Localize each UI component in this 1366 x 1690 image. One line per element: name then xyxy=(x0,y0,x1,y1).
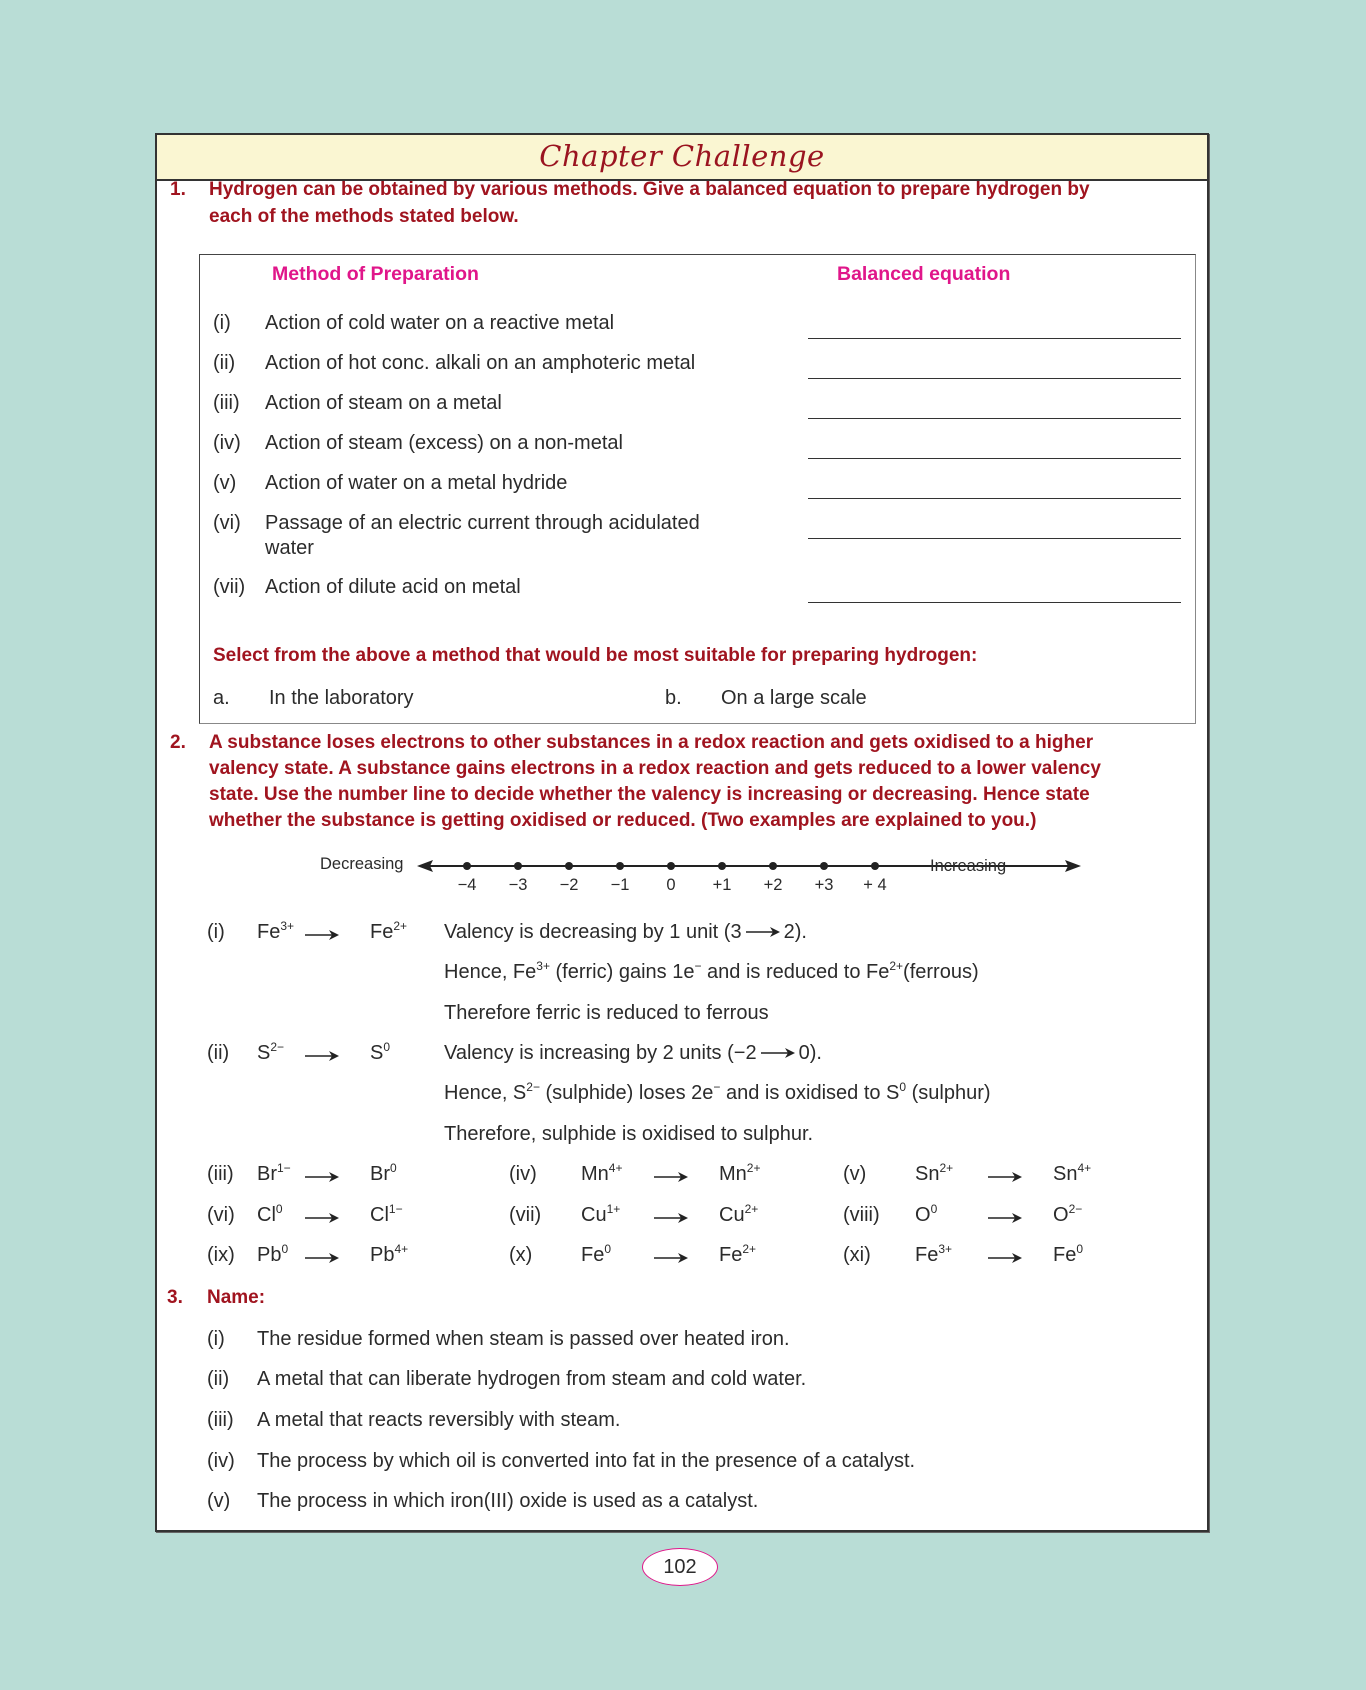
question-1-line-1: Hydrogen can be obtained by various methods. Give a balanced equation to prepare hydrogen by xyxy=(209,179,1090,200)
arrow-right-icon xyxy=(305,1171,339,1183)
arrow-right-icon xyxy=(988,1212,1022,1224)
exercise-from-species-symbol: Pb xyxy=(257,1244,282,1266)
number-line-tick-label: +2 xyxy=(763,876,783,894)
arrow-right-icon xyxy=(654,1212,688,1224)
number-line-tick-label: −4 xyxy=(457,876,477,894)
method-row-text: Action of steam on a metal xyxy=(265,392,502,414)
column-header-equation: Balanced equation xyxy=(837,263,1011,285)
arrow-right-icon xyxy=(761,1047,795,1059)
example-from-species xyxy=(257,921,294,944)
method-row-text: Passage of an electric current through acidulated xyxy=(265,512,700,534)
number-line-point xyxy=(616,862,624,870)
exercise-to-species-charge: 2+ xyxy=(742,1242,757,1256)
column-header-method: Method of Preparation xyxy=(272,263,479,285)
charge: 2− xyxy=(526,1080,540,1094)
exercise-from-species-charge: 0 xyxy=(281,1242,289,1256)
number-line-point xyxy=(718,862,726,870)
name-item-number: (v) xyxy=(207,1490,231,1512)
exercise-from-species-symbol: Fe xyxy=(915,1244,939,1266)
exercise-to-species-symbol: Mn xyxy=(719,1163,747,1185)
option-a-text: In the laboratory xyxy=(269,687,414,709)
explanation-text: Hence, Fe xyxy=(444,961,537,983)
question-2-line-1: A substance loses electrons to other substances in a redox reaction and gets oxidised to a higher xyxy=(209,732,1094,753)
example-to-species-charge: 0 xyxy=(383,1040,391,1054)
example-from-species-symbol: Fe xyxy=(257,921,281,943)
methods-box xyxy=(199,254,1196,724)
exercise-from-species-symbol: Cl xyxy=(257,1204,276,1226)
method-row-text: Action of water on a metal hydride xyxy=(265,472,568,494)
method-row-text: Action of hot conc. alkali on an amphoteric metal xyxy=(265,352,696,374)
exercise-from-species-charge: 1− xyxy=(277,1161,291,1175)
exercise-to-species-charge: 0 xyxy=(390,1161,397,1175)
arrow-right-icon xyxy=(988,1252,1022,1264)
exercise-from-species xyxy=(581,1244,611,1267)
exercise-from-species-charge: 4+ xyxy=(608,1161,623,1175)
exercise-to-species-charge: 4+ xyxy=(394,1242,409,1256)
arrow-right-icon xyxy=(305,929,339,941)
exercise-to-species-charge: 2+ xyxy=(746,1161,761,1175)
explanation-text: and is oxidised to S xyxy=(720,1082,900,1104)
exercise-to-species-symbol: O xyxy=(1053,1204,1069,1226)
exercise-from-species xyxy=(915,1244,952,1267)
exercise-to-species-symbol: Cu xyxy=(719,1204,745,1226)
exercise-number: (vii) xyxy=(509,1204,542,1226)
name-item-number: (ii) xyxy=(207,1368,230,1390)
exercise-to-species xyxy=(370,1163,397,1186)
exercise-from-species-symbol: Br xyxy=(257,1163,277,1185)
example-number: (ii) xyxy=(207,1042,230,1064)
method-row-number: (i) xyxy=(213,312,231,334)
exercise-number: (viii) xyxy=(843,1204,880,1226)
page-title: Chapter Challenge xyxy=(539,139,825,173)
explanation-text: and is reduced to Fe xyxy=(701,961,890,983)
charge: − xyxy=(694,959,702,973)
explanation-text: (sulphide) loses 2e xyxy=(539,1082,714,1104)
exercise-from-species-symbol: Mn xyxy=(581,1163,609,1185)
example-from-species xyxy=(257,1042,284,1065)
name-item-number: (i) xyxy=(207,1328,225,1350)
exercise-number: (ix) xyxy=(207,1244,235,1266)
equation-answer-blank[interactable] xyxy=(808,602,1181,603)
equation-answer-blank[interactable] xyxy=(808,418,1181,419)
charge: 3+ xyxy=(536,959,550,973)
charge: − xyxy=(713,1080,721,1094)
explanation-text: (sulphur) xyxy=(906,1082,991,1104)
exercise-number: (x) xyxy=(509,1244,533,1266)
equation-answer-blank[interactable] xyxy=(808,378,1181,379)
arrow-right-icon xyxy=(654,1171,688,1183)
charge: 2+ xyxy=(889,959,904,973)
arrow-right-icon xyxy=(305,1252,339,1264)
exercise-to-species xyxy=(719,1244,756,1267)
question-3-number: 3. xyxy=(167,1287,183,1308)
number-line-point xyxy=(820,862,828,870)
exercise-from-species xyxy=(257,1163,291,1186)
question-2-line-2: valency state. A substance gains electrons in a redox reaction and gets reduced to a lower valency xyxy=(209,758,1101,779)
exercise-to-species xyxy=(1053,1244,1083,1267)
name-item-text: A metal that reacts reversibly with steam. xyxy=(257,1409,621,1431)
method-row-number: (iii) xyxy=(213,392,240,414)
explanation-text: (ferric) gains 1e xyxy=(549,961,695,983)
exercise-to-species-charge: 1− xyxy=(388,1202,403,1216)
example-explanation-line-3: Therefore ferric is reduced to ferrous xyxy=(444,1002,769,1024)
method-row-text: Action of steam (excess) on a non-metal xyxy=(265,432,623,454)
header-band xyxy=(157,135,1207,181)
exercise-to-species xyxy=(1053,1204,1082,1227)
equation-answer-blank[interactable] xyxy=(808,338,1181,339)
example-to-species xyxy=(370,921,407,944)
name-item-text: The process by which oil is converted into fat in the presence of a catalyst. xyxy=(257,1450,916,1472)
exercise-to-species xyxy=(370,1244,408,1267)
example-explanation-line-1 xyxy=(444,921,807,944)
number-line-point xyxy=(871,862,879,870)
exercise-to-species-charge: 2− xyxy=(1068,1202,1083,1216)
method-row-number: (iv) xyxy=(213,432,241,454)
exercise-from-species xyxy=(915,1163,953,1186)
exercise-to-species-symbol: Fe xyxy=(719,1244,743,1266)
number-line-point xyxy=(667,862,675,870)
exercise-from-species-symbol: Fe xyxy=(581,1244,605,1266)
question-2-number: 2. xyxy=(170,732,186,753)
number-line-tick-label: + 4 xyxy=(863,876,887,894)
exercise-from-species xyxy=(257,1204,283,1227)
number-line-point xyxy=(769,862,777,870)
exercise-from-species-symbol: O xyxy=(915,1204,931,1226)
example-to-species-charge: 2+ xyxy=(393,919,408,933)
exercise-to-species-symbol: Cl xyxy=(370,1204,389,1226)
example-to-species xyxy=(370,1042,390,1065)
number-line-tick-label: 0 xyxy=(666,876,676,894)
explanation-text: (ferrous) xyxy=(903,961,979,983)
method-row-text: Action of cold water on a reactive metal xyxy=(265,312,615,334)
number-line-tick-label: −1 xyxy=(610,876,630,894)
exercise-from-species xyxy=(257,1244,288,1267)
page-number: 102 xyxy=(642,1548,718,1586)
method-row-text-continued: water xyxy=(265,537,314,559)
arrow-right-icon xyxy=(305,1050,339,1062)
inline-arrow xyxy=(757,1047,799,1059)
option-b-text: On a large scale xyxy=(721,687,867,709)
example-from-species-symbol: S xyxy=(257,1042,271,1064)
exercise-to-species xyxy=(719,1204,758,1227)
example-from-species-charge: 3+ xyxy=(280,919,295,933)
equation-answer-blank[interactable] xyxy=(808,498,1181,499)
exercise-to-species-charge: 0 xyxy=(1076,1242,1084,1256)
arrow-right-icon xyxy=(654,1252,688,1264)
explanation-text: 2). xyxy=(783,921,807,943)
number-line-point xyxy=(565,862,573,870)
explanation-text: 0). xyxy=(798,1042,822,1064)
number-line-right-label: Increasing xyxy=(930,857,1007,875)
exercise-from-species-symbol: Sn xyxy=(915,1163,940,1185)
arrow-right-icon xyxy=(988,1171,1022,1183)
name-item-text: A metal that can liberate hydrogen from steam and cold water. xyxy=(257,1368,807,1390)
option-a-letter: a. xyxy=(213,687,230,709)
name-item-number: (iii) xyxy=(207,1409,234,1431)
exercise-from-species-charge: 0 xyxy=(275,1202,283,1216)
question-2-line-3: state. Use the number line to decide whether the valency is increasing or decreasing. Hence state xyxy=(209,784,1090,805)
number-line-tick-label: −3 xyxy=(508,876,528,894)
example-explanation-line-2 xyxy=(444,1082,991,1105)
exercise-number: (vi) xyxy=(207,1204,235,1226)
question-2-line-4: whether the substance is getting oxidised or reduced. (Two examples are explained to you.) xyxy=(209,810,1037,831)
option-b-letter: b. xyxy=(665,687,682,709)
exercise-to-species-charge: 2+ xyxy=(744,1202,759,1216)
method-row-number: (vi) xyxy=(213,512,241,534)
exercise-to-species xyxy=(370,1204,403,1227)
question-1-number: 1. xyxy=(170,179,186,200)
chapter-challenge-panel xyxy=(155,133,1209,1532)
exercise-number: (v) xyxy=(843,1163,867,1185)
question-1-line-2: each of the methods stated below. xyxy=(209,206,519,227)
exercise-from-species xyxy=(581,1204,620,1227)
exercise-from-species xyxy=(581,1163,622,1186)
question-3-title: Name: xyxy=(207,1287,266,1308)
equation-answer-blank[interactable] xyxy=(808,538,1181,539)
exercise-from-species-charge: 1+ xyxy=(606,1202,621,1216)
exercise-to-species xyxy=(719,1163,760,1186)
exercise-from-species-charge: 3+ xyxy=(938,1242,953,1256)
exercise-to-species-symbol: Sn xyxy=(1053,1163,1078,1185)
example-explanation-line-1 xyxy=(444,1042,822,1065)
example-explanation-line-3: Therefore, sulphide is oxidised to sulphur. xyxy=(444,1123,814,1145)
exercise-from-species-charge: 2+ xyxy=(939,1161,954,1175)
exercise-to-species-charge: 4+ xyxy=(1077,1161,1092,1175)
exercise-to-species xyxy=(1053,1163,1091,1186)
equation-answer-blank[interactable] xyxy=(808,458,1181,459)
exercise-from-species-charge: 0 xyxy=(604,1242,612,1256)
example-from-species-charge: 2− xyxy=(270,1040,285,1054)
select-prompt: Select from the above a method that would be most suitable for preparing hydrogen: xyxy=(213,645,978,666)
number-line-tick-label: −2 xyxy=(559,876,579,894)
exercise-number: (xi) xyxy=(843,1244,871,1266)
exercise-number: (iii) xyxy=(207,1163,234,1185)
exercise-to-species-symbol: Br xyxy=(370,1163,390,1185)
method-row-number: (v) xyxy=(213,472,237,494)
inline-arrow xyxy=(742,926,784,938)
method-row-number: (ii) xyxy=(213,352,236,374)
arrow-right-icon xyxy=(746,926,780,938)
number-line-tick-label: +1 xyxy=(712,876,732,894)
number-line-point xyxy=(514,862,522,870)
example-explanation-line-2 xyxy=(444,961,979,984)
name-item-text: The residue formed when steam is passed over heated iron. xyxy=(257,1328,790,1350)
example-to-species-symbol: S xyxy=(370,1042,384,1064)
arrow-right-icon xyxy=(305,1212,339,1224)
method-row-number: (vii) xyxy=(213,576,246,598)
explanation-text: Valency is increasing by 2 units (−2 xyxy=(444,1042,757,1064)
explanation-text: Valency is decreasing by 1 unit (3 xyxy=(444,921,742,943)
name-item-number: (iv) xyxy=(207,1450,235,1472)
exercise-from-species xyxy=(915,1204,937,1227)
example-number: (i) xyxy=(207,921,225,943)
charge: 0 xyxy=(899,1080,907,1094)
name-item-text: The process in which iron(III) oxide is used as a catalyst. xyxy=(257,1490,759,1512)
number-line-tick-label: +3 xyxy=(814,876,834,894)
exercise-from-species-charge: 0 xyxy=(930,1202,938,1216)
method-row-text: Action of dilute acid on metal xyxy=(265,576,521,598)
exercise-number: (iv) xyxy=(509,1163,537,1185)
explanation-text: Hence, S xyxy=(444,1082,527,1104)
number-line-left-label: Decreasing xyxy=(320,855,404,873)
example-to-species-symbol: Fe xyxy=(370,921,394,943)
number-line-point xyxy=(463,862,471,870)
exercise-to-species-symbol: Pb xyxy=(370,1244,395,1266)
exercise-to-species-symbol: Fe xyxy=(1053,1244,1077,1266)
exercise-from-species-symbol: Cu xyxy=(581,1204,607,1226)
